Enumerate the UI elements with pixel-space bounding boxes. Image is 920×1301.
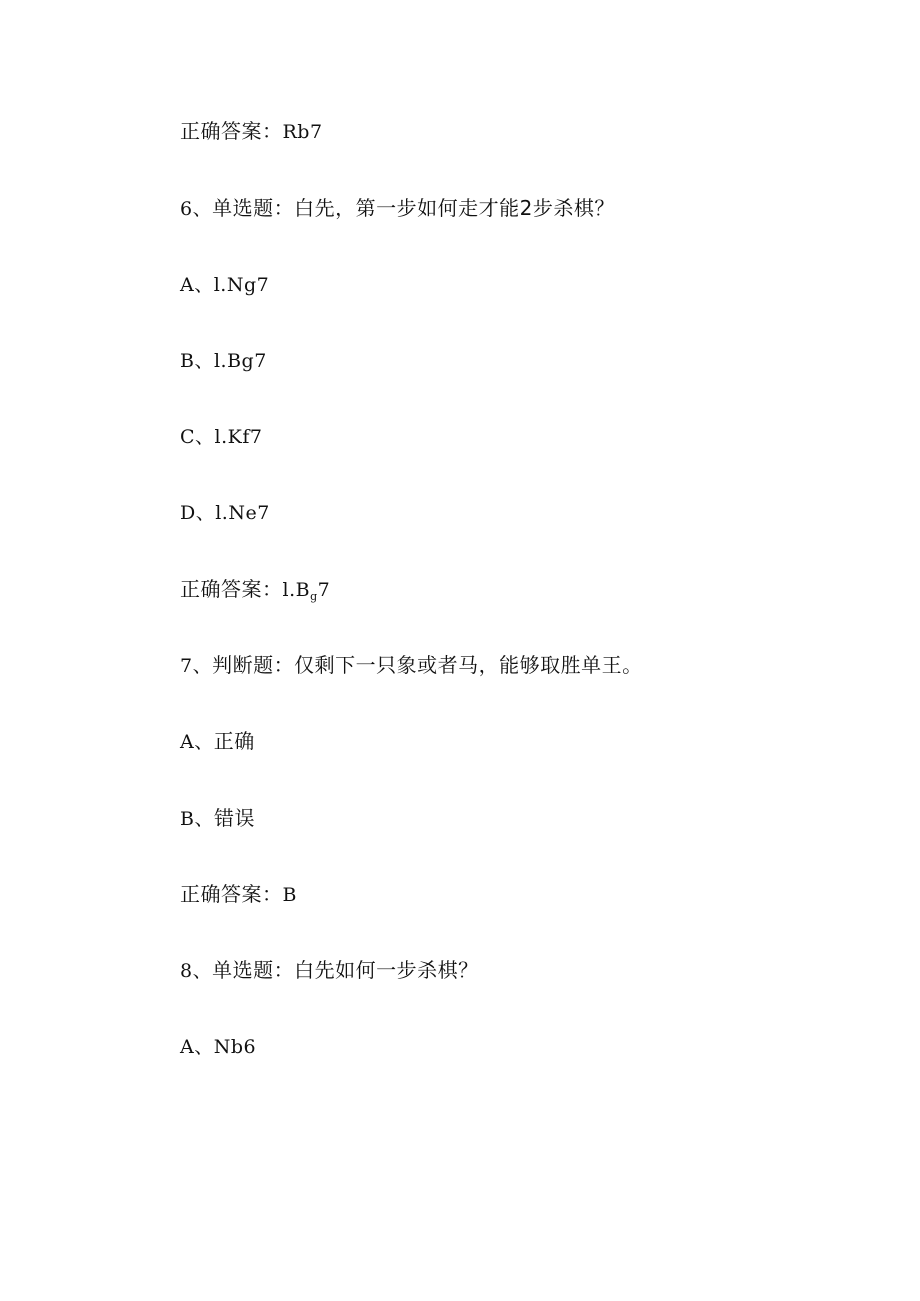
q8-option-a bbox=[180, 1033, 256, 1060]
q6-option-d bbox=[180, 499, 270, 526]
question-6 bbox=[180, 195, 615, 222]
q7-option-b bbox=[180, 805, 255, 832]
option-text: 正确 bbox=[213, 729, 255, 753]
option-letter: B、 bbox=[180, 350, 214, 372]
question-number: 8、 bbox=[180, 960, 213, 982]
q6-option-a bbox=[180, 271, 269, 298]
answer-value-subscript: g bbox=[310, 590, 318, 603]
answer-line-q7 bbox=[180, 881, 297, 908]
answer-value bbox=[283, 579, 331, 601]
answer-line-q5 bbox=[180, 118, 323, 145]
q6-option-c bbox=[180, 423, 262, 450]
answer-label: 正确答案： bbox=[180, 577, 283, 601]
option-letter: D、 bbox=[180, 502, 216, 524]
question-type: 单选题： bbox=[212, 196, 295, 220]
question-7 bbox=[180, 652, 643, 679]
answer-label: 正确答案： bbox=[180, 882, 283, 906]
question-number: 6、 bbox=[180, 198, 213, 220]
answer-value: Rb7 bbox=[282, 121, 323, 143]
question-type: 单选题： bbox=[212, 958, 295, 982]
question-text: 白先，第一步如何走才能2步杀棋？ bbox=[294, 196, 615, 220]
q7-option-a bbox=[180, 728, 255, 755]
option-text: Nb6 bbox=[213, 1036, 257, 1058]
option-letter: A、 bbox=[180, 274, 214, 296]
question-number: 7、 bbox=[180, 655, 213, 677]
question-text: 白先如何一步杀棋？ bbox=[294, 958, 479, 982]
answer-label: 正确答案： bbox=[180, 119, 283, 143]
option-letter: B、 bbox=[180, 808, 214, 830]
question-8 bbox=[180, 957, 479, 984]
option-text: l.Bg7 bbox=[213, 350, 267, 372]
answer-value-main: l.B bbox=[282, 579, 311, 601]
question-text: 仅剩下一只象或者马，能够取胜单王。 bbox=[294, 653, 643, 677]
option-text: l.Kf7 bbox=[214, 426, 263, 448]
answer-line-q6 bbox=[180, 576, 330, 603]
question-type: 判断题： bbox=[212, 653, 295, 677]
option-text: l.Ne7 bbox=[215, 502, 270, 524]
answer-value: B bbox=[282, 884, 297, 906]
option-letter: A、 bbox=[180, 731, 214, 753]
option-letter: C、 bbox=[180, 426, 215, 448]
q6-option-b bbox=[180, 347, 267, 374]
answer-value-end: 7 bbox=[317, 579, 331, 601]
option-text: 错误 bbox=[213, 806, 255, 830]
option-text: l.Ng7 bbox=[213, 274, 270, 296]
option-letter: A、 bbox=[180, 1036, 214, 1058]
